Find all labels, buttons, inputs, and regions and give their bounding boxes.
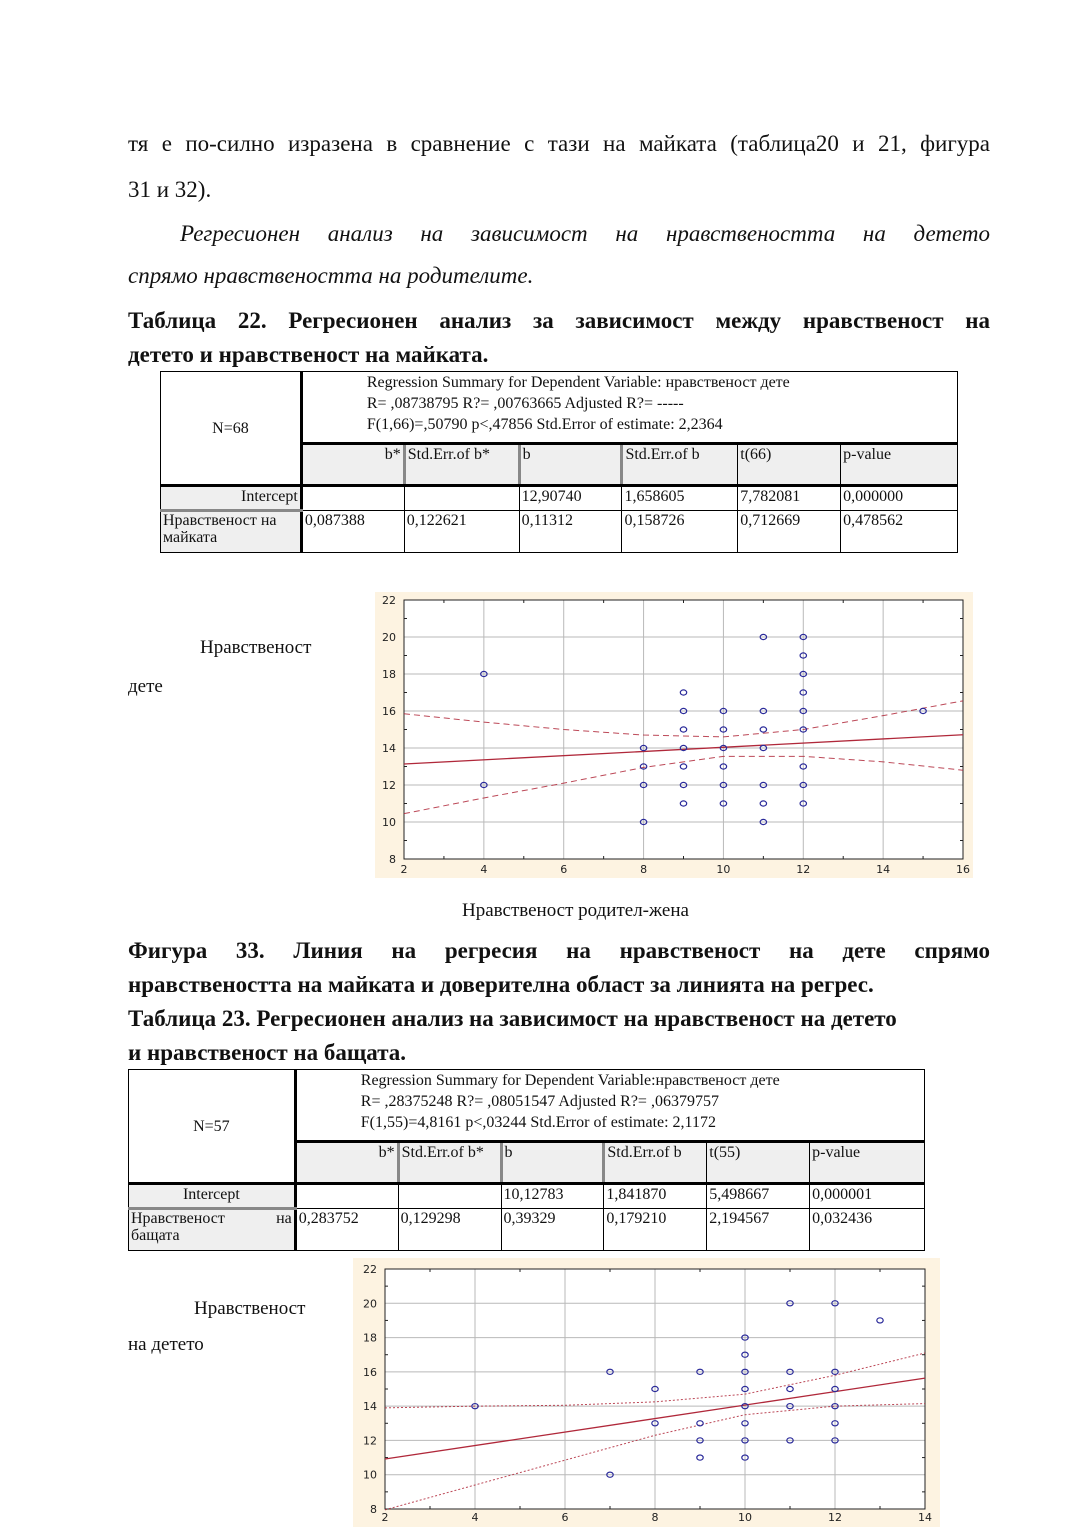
table-cell: 0,283752 xyxy=(295,1209,398,1251)
table23-summary xyxy=(295,1070,924,1142)
figure33-xlabel: Нравственост родител-жена xyxy=(462,900,689,921)
table-cell: 0,000001 xyxy=(810,1184,925,1209)
y-tick-label: 10 xyxy=(363,1468,377,1482)
x-tick-label: 6 xyxy=(561,1511,569,1524)
x-tick-label: 4 xyxy=(471,1511,479,1524)
figure34-ylabel-line-1: Нравственост xyxy=(194,1298,306,1319)
table-cell: 0,000000 xyxy=(841,486,958,511)
table-cell: 0,39329 xyxy=(501,1209,604,1251)
y-tick-label: 12 xyxy=(382,779,396,792)
y-tick-label: 8 xyxy=(389,853,396,866)
table22-title-line-2: детето и нравственост на майката. xyxy=(128,342,489,367)
table22-summary xyxy=(301,372,957,444)
table23-col-header: Std.Err.of b xyxy=(604,1142,707,1184)
figure33-caption-line-2: нравствеността на майката и доверителна област за линията на регрес. xyxy=(128,972,874,997)
table-cell xyxy=(295,1184,398,1209)
table-cell: 0,158726 xyxy=(622,511,738,553)
x-tick-label: 12 xyxy=(828,1511,842,1524)
table22-title-line-1: Таблица 22. Регресионен анализ за зависимост между нравственост на xyxy=(128,308,990,333)
y-tick-label: 20 xyxy=(363,1297,377,1311)
table-cell xyxy=(398,1184,501,1209)
table22-summary-line: Regression Summary for Dependent Variable: нравственост дете xyxy=(366,374,790,391)
x-tick-label: 2 xyxy=(400,863,408,876)
figure34-chart xyxy=(353,1258,940,1527)
table23-summary-line: R= ,28375248 R?= ,08051547 Adjusted R?= ,06379757 xyxy=(360,1093,719,1110)
table23-n-label: N=57 xyxy=(193,1117,230,1135)
figure34-plot xyxy=(353,1258,940,1527)
table-cell: 0,478562 xyxy=(841,511,958,553)
y-tick-label: 14 xyxy=(382,742,396,755)
table23-col-header: t(55) xyxy=(707,1142,810,1184)
x-tick-label: 12 xyxy=(796,863,811,876)
row-label: Нравственост на майката xyxy=(161,511,302,553)
x-tick-label: 10 xyxy=(738,1511,752,1524)
table-cell: 0,087388 xyxy=(301,511,404,553)
x-tick-label: 14 xyxy=(876,863,891,876)
x-tick-label: 16 xyxy=(956,863,970,876)
y-tick-label: 12 xyxy=(363,1434,377,1448)
y-tick-label: 18 xyxy=(382,668,396,681)
table-row xyxy=(161,511,958,553)
table-cell: 2,194567 xyxy=(707,1209,810,1251)
figure33-chart xyxy=(375,592,973,878)
table23-summary-line: Regression Summary for Dependent Variable:нравственост дете xyxy=(360,1072,780,1089)
figure33-ylabel-line-1: Нравственост xyxy=(200,637,312,658)
figure33-plot xyxy=(375,592,973,878)
y-tick-label: 18 xyxy=(363,1331,377,1345)
table22-summary-line: R= ,08738795 R?= ,00763665 Adjusted R?= ----- xyxy=(366,395,684,412)
x-tick-label: 8 xyxy=(651,1511,659,1524)
table-cell: 0,129298 xyxy=(398,1209,501,1251)
figure33-ylabel-line-2: дете xyxy=(128,676,163,697)
table-cell: 7,782081 xyxy=(738,486,841,511)
x-tick-label: 6 xyxy=(560,863,568,876)
table23-col-header: p-value xyxy=(810,1142,925,1184)
table23-n-cell xyxy=(129,1070,296,1184)
table23-title-line-2: и нравственост на бащата. xyxy=(128,1040,407,1065)
row-label: Нравственост на бащата xyxy=(129,1209,296,1251)
y-tick-label: 10 xyxy=(382,816,396,829)
section-heading-line-1: Регресионен анализ на зависимост на нравствеността на детето xyxy=(180,221,990,246)
intro-line-1: тя е по-силно изразена в сравнение с тази на майката (таблица20 и 21, фигура xyxy=(128,131,990,156)
table-cell xyxy=(301,486,404,511)
x-tick-label: 4 xyxy=(480,863,488,876)
x-tick-label: 8 xyxy=(640,863,648,876)
table22-col-header: p-value xyxy=(841,444,958,486)
x-tick-label: 10 xyxy=(716,863,731,876)
y-tick-label: 20 xyxy=(382,631,396,644)
table-cell xyxy=(404,486,519,511)
y-tick-label: 14 xyxy=(363,1400,377,1414)
intro-line-2: 31 и 32). xyxy=(128,177,212,202)
table-cell: 0,712669 xyxy=(738,511,841,553)
row-label: Intercept xyxy=(161,486,302,511)
figure34-ylabel-line-2: на детето xyxy=(128,1334,204,1355)
table-cell: 1,841870 xyxy=(604,1184,707,1209)
x-tick-label: 14 xyxy=(918,1511,932,1524)
table-row xyxy=(161,486,958,511)
table22 xyxy=(160,371,958,553)
table-cell: 0,032436 xyxy=(810,1209,925,1251)
y-tick-label: 8 xyxy=(370,1503,377,1516)
x-tick-label: 2 xyxy=(381,1511,389,1524)
table22-col-header: Std.Err.of b* xyxy=(404,444,519,486)
table-cell: 5,498667 xyxy=(707,1184,810,1209)
section-heading-line-2: спрямо нравствеността на родителите. xyxy=(128,263,534,288)
table22-col-header: Std.Err.of b xyxy=(622,444,738,486)
table23-col-header: b* xyxy=(295,1142,398,1184)
table-cell: 0,179210 xyxy=(604,1209,707,1251)
table23 xyxy=(128,1069,925,1251)
y-tick-label: 16 xyxy=(382,705,396,718)
y-tick-label: 22 xyxy=(382,594,396,607)
table-row xyxy=(129,1209,925,1251)
table23-col-header: Std.Err.of b* xyxy=(398,1142,501,1184)
table22-summary-line: F(1,66)=,50790 p<,47856 Std.Error of estimate: 2,2364 xyxy=(366,416,723,433)
table22-n-cell xyxy=(161,372,302,486)
table-cell: 0,11312 xyxy=(519,511,622,553)
table-cell: 0,122621 xyxy=(404,511,519,553)
figure33-caption-line-1: Фигура 33. Линия на регресия на нравственост на дете спрямо xyxy=(128,938,990,963)
table23-title-line-1: Таблица 23. Регресионен анализ на зависимост на нравственост на детето xyxy=(128,1006,897,1031)
table22-n-label: N=68 xyxy=(212,419,249,437)
table23-col-header: b xyxy=(501,1142,604,1184)
table23-summary-line: F(1,55)=4,8161 p<,03244 Std.Error of estimate: 2,1172 xyxy=(360,1114,716,1131)
table22-col-header: b xyxy=(519,444,622,486)
y-tick-label: 16 xyxy=(363,1365,377,1379)
table22-col-header: b* xyxy=(301,444,404,486)
table-cell: 12,90740 xyxy=(519,486,622,511)
table-row xyxy=(129,1184,925,1209)
plot-area xyxy=(404,600,963,859)
table-cell: 1,658605 xyxy=(622,486,738,511)
table22-col-header: t(66) xyxy=(738,444,841,486)
row-label: Intercept xyxy=(129,1184,296,1209)
table-cell: 10,12783 xyxy=(501,1184,604,1209)
y-tick-label: 22 xyxy=(363,1263,377,1276)
